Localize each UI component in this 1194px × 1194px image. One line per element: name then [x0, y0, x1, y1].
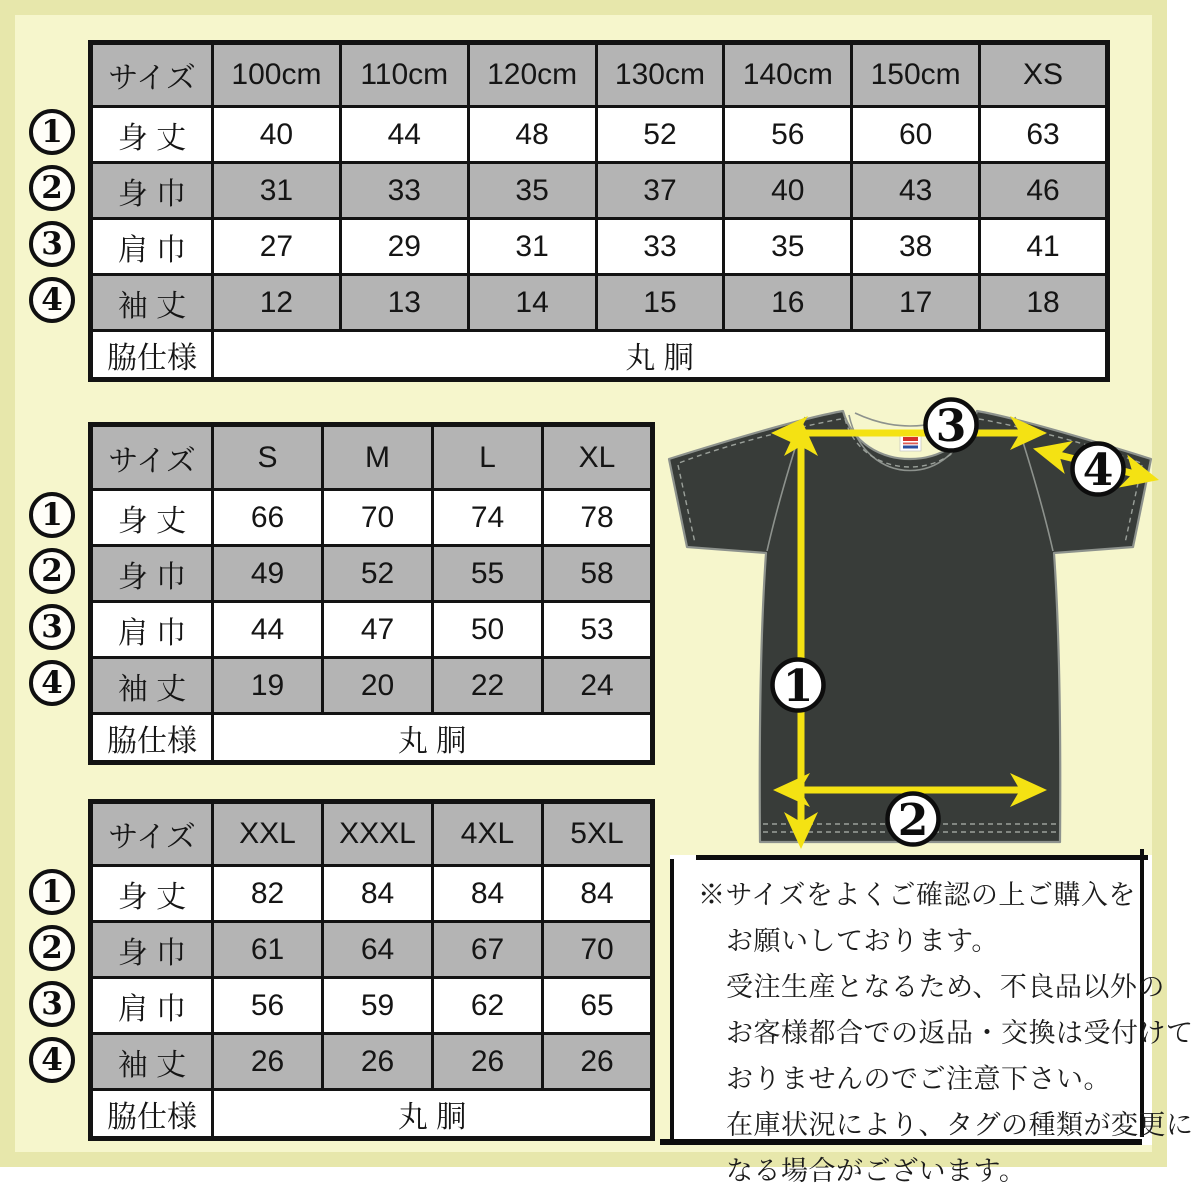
body-width-row — [91, 922, 653, 978]
notice-border-left — [670, 859, 674, 1145]
size-cell: 40 — [213, 107, 341, 163]
header-cell: XXXL — [323, 802, 433, 866]
header-cell: L — [433, 425, 543, 490]
row-marker-1: 1 — [29, 109, 75, 155]
size-cell: 35 — [724, 219, 852, 275]
row-label: 身 丈 — [91, 490, 213, 546]
notice-line: 在庫状況により、タグの種類が変更に — [726, 1110, 1194, 1140]
row-label: 脇仕様 — [91, 714, 213, 763]
size-cell: 29 — [340, 219, 468, 275]
size-cell: 19 — [213, 658, 323, 714]
size-cell: 56 — [724, 107, 852, 163]
row-label: 身 巾 — [91, 163, 213, 219]
size-cell: 64 — [323, 922, 433, 978]
notice-box — [670, 855, 1194, 1186]
size-cell: 47 — [323, 602, 433, 658]
size-cell: 67 — [433, 922, 543, 978]
row-label: 肩 巾 — [91, 978, 213, 1034]
size-cell: 74 — [433, 490, 543, 546]
size-cell: 56 — [213, 978, 323, 1034]
body-width-row — [91, 546, 653, 602]
row-marker-4: 4 — [29, 1037, 75, 1083]
size-cell: 82 — [213, 866, 323, 922]
size-table-adult — [88, 422, 655, 765]
header-cell: S — [213, 425, 323, 490]
header-cell: サイズ — [91, 425, 213, 490]
header-cell: サイズ — [91, 802, 213, 866]
row-label: 袖 丈 — [91, 1034, 213, 1090]
size-cell: 37 — [596, 163, 724, 219]
brand-tag — [900, 434, 921, 451]
size-cell: 84 — [323, 866, 433, 922]
size-cell: 60 — [852, 107, 980, 163]
size-table-kids — [88, 40, 1110, 382]
side-spec-value: 丸 胴 — [213, 331, 1108, 380]
shoulder-width-row — [91, 602, 653, 658]
notice-line: 受注生産となるため、不良品以外の — [726, 972, 1165, 1002]
size-cell: 52 — [596, 107, 724, 163]
header-cell: 150cm — [852, 43, 980, 107]
size-cell: 59 — [323, 978, 433, 1034]
size-cell: 84 — [433, 866, 543, 922]
notice-line: おりませんのでご注意下さい。 — [726, 1064, 1111, 1094]
diagram-marker-4 — [1073, 444, 1124, 497]
side-spec-row — [91, 331, 1108, 380]
size-cell: 38 — [852, 219, 980, 275]
header-cell: 140cm — [724, 43, 852, 107]
row-marker-2: 2 — [29, 165, 75, 211]
size-cell: 78 — [543, 490, 653, 546]
tshirt-measurement-diagram — [653, 395, 1167, 863]
svg-text:2: 2 — [897, 795, 929, 846]
table-header-row — [91, 43, 1108, 107]
body-length-row — [91, 490, 653, 546]
size-cell: 53 — [543, 602, 653, 658]
diagram-marker-1 — [773, 660, 824, 713]
size-cell: 66 — [213, 490, 323, 546]
sleeve-length-row — [91, 658, 653, 714]
header-cell: XXL — [213, 802, 323, 866]
sleeve-length-row — [91, 1034, 653, 1090]
size-cell: 12 — [213, 275, 341, 331]
svg-text:1: 1 — [782, 661, 814, 712]
side-spec-row — [91, 1090, 653, 1139]
row-marker-1: 1 — [29, 869, 75, 915]
size-cell: 62 — [433, 978, 543, 1034]
size-cell: 44 — [340, 107, 468, 163]
size-cell: 55 — [433, 546, 543, 602]
notice-text — [698, 872, 1194, 1194]
row-marker-1: 1 — [29, 492, 75, 538]
header-cell: 120cm — [468, 43, 596, 107]
size-cell: 20 — [323, 658, 433, 714]
size-table-big — [88, 799, 655, 1141]
row-label: 肩 巾 — [91, 219, 213, 275]
size-cell: 27 — [213, 219, 341, 275]
size-cell: 31 — [468, 219, 596, 275]
size-cell: 70 — [323, 490, 433, 546]
header-cell: 110cm — [340, 43, 468, 107]
size-cell: 48 — [468, 107, 596, 163]
size-cell: 43 — [852, 163, 980, 219]
diagram-marker-2 — [888, 794, 939, 847]
size-cell: 31 — [213, 163, 341, 219]
row-label: 身 丈 — [91, 866, 213, 922]
notice-line: ※サイズをよくご確認の上ご購入を — [698, 880, 1136, 910]
row-label: 袖 丈 — [91, 658, 213, 714]
size-cell: 40 — [724, 163, 852, 219]
header-cell: 100cm — [213, 43, 341, 107]
side-spec-row — [91, 714, 653, 763]
header-cell: 130cm — [596, 43, 724, 107]
shoulder-width-row — [91, 978, 653, 1034]
row-marker-2: 2 — [29, 548, 75, 594]
size-cell: 44 — [213, 602, 323, 658]
body-length-row — [91, 107, 1108, 163]
size-cell: 18 — [980, 275, 1108, 331]
svg-text:4: 4 — [1082, 445, 1114, 496]
row-label: 脇仕様 — [91, 331, 213, 380]
body-length-row — [91, 866, 653, 922]
row-label: 脇仕様 — [91, 1090, 213, 1139]
size-cell: 26 — [323, 1034, 433, 1090]
notice-line: お願いしております。 — [726, 926, 999, 956]
sleeve-length-row — [91, 275, 1108, 331]
notice-border-top — [696, 855, 1148, 860]
row-marker-3: 3 — [29, 604, 75, 650]
side-spec-value: 丸 胴 — [213, 1090, 653, 1139]
header-cell: XL — [543, 425, 653, 490]
header-cell: M — [323, 425, 433, 490]
size-cell: 41 — [980, 219, 1108, 275]
size-cell: 65 — [543, 978, 653, 1034]
size-cell: 58 — [543, 546, 653, 602]
row-label: 身 丈 — [91, 107, 213, 163]
size-cell: 33 — [340, 163, 468, 219]
header-cell: 5XL — [543, 802, 653, 866]
size-cell: 70 — [543, 922, 653, 978]
table-header-row — [91, 425, 653, 490]
row-label: 身 巾 — [91, 922, 213, 978]
size-cell: 17 — [852, 275, 980, 331]
size-cell: 15 — [596, 275, 724, 331]
size-cell: 84 — [543, 866, 653, 922]
table-header-row — [91, 802, 653, 866]
row-marker-4: 4 — [29, 660, 75, 706]
size-cell: 26 — [213, 1034, 323, 1090]
size-cell: 24 — [543, 658, 653, 714]
notice-line: お客様都合での返品・交換は受付けて — [726, 1018, 1194, 1048]
header-cell: XS — [980, 43, 1108, 107]
size-cell: 26 — [433, 1034, 543, 1090]
size-cell: 22 — [433, 658, 543, 714]
row-label: 袖 丈 — [91, 275, 213, 331]
size-cell: 26 — [543, 1034, 653, 1090]
row-label: 肩 巾 — [91, 602, 213, 658]
row-marker-3: 3 — [29, 221, 75, 267]
size-cell: 33 — [596, 219, 724, 275]
side-spec-value: 丸 胴 — [213, 714, 653, 763]
notice-line: なる場合がございます。 — [726, 1156, 1027, 1186]
size-cell: 13 — [340, 275, 468, 331]
body-width-row — [91, 163, 1108, 219]
size-cell: 46 — [980, 163, 1108, 219]
diagram-marker-3 — [926, 400, 977, 453]
size-cell: 52 — [323, 546, 433, 602]
svg-text:3: 3 — [935, 401, 967, 452]
size-cell: 61 — [213, 922, 323, 978]
header-cell: サイズ — [91, 43, 213, 107]
size-cell: 50 — [433, 602, 543, 658]
row-label: 身 巾 — [91, 546, 213, 602]
size-cell: 49 — [213, 546, 323, 602]
size-cell: 14 — [468, 275, 596, 331]
size-cell: 35 — [468, 163, 596, 219]
size-cell: 16 — [724, 275, 852, 331]
size-cell: 63 — [980, 107, 1108, 163]
row-marker-3: 3 — [29, 981, 75, 1027]
header-cell: 4XL — [433, 802, 543, 866]
shoulder-width-row — [91, 219, 1108, 275]
row-marker-4: 4 — [29, 277, 75, 323]
row-marker-2: 2 — [29, 925, 75, 971]
